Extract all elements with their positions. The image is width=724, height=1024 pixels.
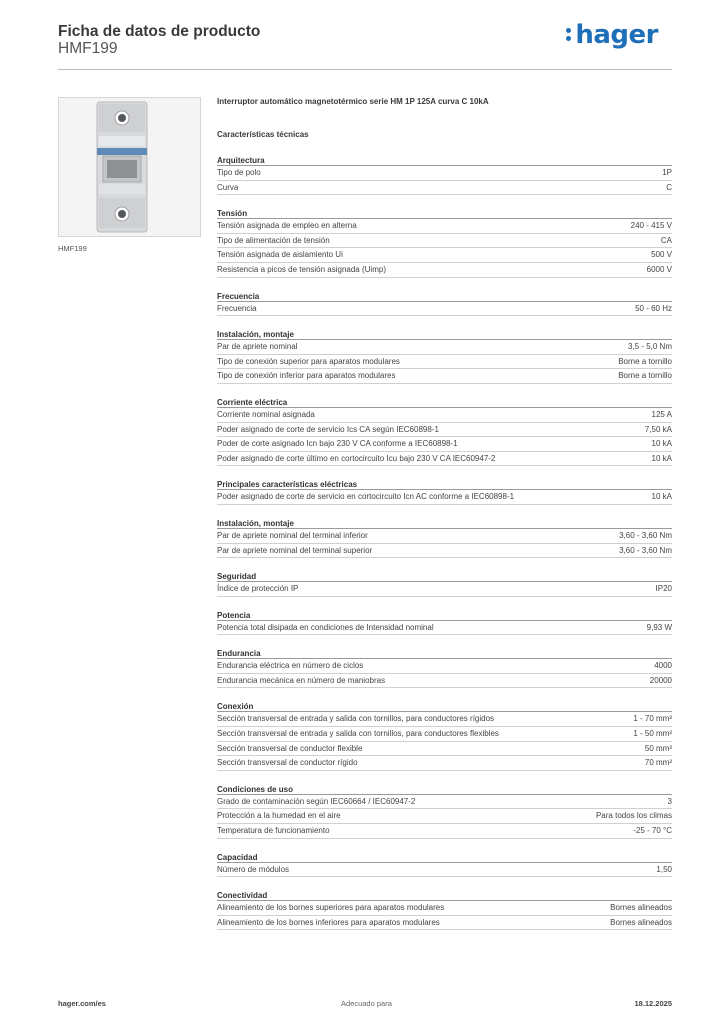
- section-title: Tensión: [217, 208, 672, 219]
- section-title: Endurancia: [217, 648, 672, 659]
- spec-label: Sección transversal de conductor rígido: [217, 758, 358, 768]
- spec-row: [217, 166, 672, 181]
- section-title: Instalación, montaje: [217, 518, 672, 529]
- spec-label: Par de apriete nominal del terminal superior: [217, 545, 373, 555]
- section-title: Arquitectura: [217, 155, 672, 166]
- spec-section: [217, 890, 672, 930]
- circuit-breaker-icon: [59, 98, 200, 236]
- spec-label: Sección transversal de conductor flexible: [217, 743, 363, 753]
- spec-row: [217, 423, 672, 438]
- spec-label: Par de apriete nominal: [217, 342, 298, 352]
- spec-row: [217, 795, 672, 810]
- spec-row: [217, 181, 672, 196]
- spec-section: [217, 610, 672, 636]
- spec-label: Tipo de polo: [217, 168, 261, 177]
- section-title: Capacidad: [217, 852, 672, 863]
- tech-characteristics-title: Características técnicas: [217, 130, 309, 139]
- spec-value: 7,50 kA: [644, 424, 672, 434]
- spec-section: [217, 852, 672, 878]
- footer-date: 18.12.2025: [634, 999, 672, 1008]
- spec-section: [217, 571, 672, 597]
- spec-label: Temperatura de funcionamiento: [217, 826, 330, 836]
- spec-row: [217, 712, 672, 727]
- spec-section: [217, 155, 672, 195]
- section-title: Conexión: [217, 701, 672, 712]
- spec-label: Alineamiento de los bornes superiores para aparatos modulares: [217, 903, 445, 913]
- spec-value: 10 kA: [651, 492, 672, 502]
- spec-value: 125 A: [651, 409, 672, 419]
- spec-row: [217, 621, 672, 636]
- section-title: Potencia: [217, 610, 672, 621]
- spec-label: Número de módulos: [217, 864, 290, 874]
- spec-label: Par de apriete nominal del terminal inferior: [217, 530, 368, 540]
- spec-section: [217, 291, 672, 317]
- spec-value: 20000: [649, 675, 672, 685]
- spec-label: Alineamiento de los bornes inferiores para aparatos modulares: [217, 917, 440, 927]
- spec-label: Poder asignado de corte último en cortocircuito Icu bajo 230 V CA IEC60947-2: [217, 453, 496, 463]
- spec-label: Poder asignado de corte de servicio en cortocircuito Icn AC conforme a IEC60898-1: [217, 492, 515, 502]
- spec-row: [217, 727, 672, 742]
- section-title: Conectividad: [217, 890, 672, 901]
- spec-section: [217, 701, 672, 770]
- spec-value: 50 - 60 Hz: [635, 303, 672, 313]
- page-header: [58, 20, 672, 70]
- spec-section: [217, 397, 672, 466]
- spec-row: [217, 340, 672, 355]
- spec-value: Borne a tornillo: [618, 371, 672, 381]
- spec-label: Poder de corte asignado Icn bajo 230 V CA conforme a IEC60898-1: [217, 439, 458, 449]
- spec-label: Tipo de conexión superior para aparatos modulares: [217, 356, 400, 366]
- spec-section: [217, 648, 672, 688]
- spec-row: [217, 674, 672, 689]
- spec-row: [217, 659, 672, 674]
- spec-label: Endurancia mecánica en número de maniobras: [217, 675, 386, 685]
- spec-label: Protección a la humedad en el aire: [217, 811, 341, 821]
- spec-row: [217, 408, 672, 423]
- section-title: Instalación, montaje: [217, 329, 672, 340]
- spec-row: [217, 544, 672, 559]
- spec-row: [217, 219, 672, 234]
- spec-row: [217, 248, 672, 263]
- spec-row: [217, 490, 672, 505]
- spec-value: 3,60 - 3,60 Nm: [619, 530, 672, 540]
- spec-value: 3: [667, 796, 672, 806]
- spec-label: Grado de contaminación según IEC60664 / IEC60947-2: [217, 796, 416, 806]
- spec-label: Tensión asignada de empleo en alterna: [217, 221, 357, 231]
- spec-row: [217, 742, 672, 757]
- spec-value: 1 - 50 mm²: [633, 729, 672, 739]
- spec-label: Tipo de conexión inferior para aparatos modulares: [217, 371, 396, 381]
- spec-value: 70 mm²: [644, 758, 672, 768]
- spec-value: C: [666, 182, 672, 192]
- spec-label: Corriente nominal asignada: [217, 409, 315, 419]
- spec-row: [217, 901, 672, 916]
- spec-section: [217, 784, 672, 839]
- spec-value: -25 - 70 °C: [633, 826, 672, 836]
- section-title: Corriente eléctrica: [217, 397, 672, 408]
- spec-value: 500 V: [651, 250, 672, 260]
- section-title: Condiciones de uso: [217, 784, 672, 795]
- spec-label: Índice de protección IP: [217, 584, 299, 594]
- spec-label: Resistencia a picos de tensión asignada (Uimp): [217, 264, 386, 274]
- spec-value: 1 - 70 mm²: [633, 714, 672, 724]
- spec-label: Frecuencia: [217, 303, 257, 313]
- spec-row: [217, 437, 672, 452]
- product-image: [58, 97, 201, 237]
- spec-row: [217, 582, 672, 597]
- hager-logo: [566, 20, 658, 50]
- spec-value: Borne a tornillo: [618, 356, 672, 366]
- spec-section: [217, 518, 672, 558]
- spec-value: 6000 V: [646, 264, 672, 274]
- product-code: HMF199: [58, 40, 118, 57]
- spec-value: 9,93 W: [646, 622, 672, 632]
- spec-section: [217, 329, 672, 384]
- spec-value: 10 kA: [651, 439, 672, 449]
- spec-label: Poder asignado de corte de servicio Ics CA según IEC60898-1: [217, 424, 439, 434]
- spec-row: [217, 234, 672, 249]
- spec-value: 10 kA: [651, 453, 672, 463]
- section-title: Frecuencia: [217, 291, 672, 302]
- spec-row: [217, 916, 672, 931]
- spec-value: 3,5 - 5,0 Nm: [627, 342, 672, 352]
- spec-value: IP20: [655, 584, 672, 594]
- image-caption: HMF199: [58, 244, 87, 253]
- spec-value: 240 - 415 V: [630, 221, 672, 231]
- spec-row: [217, 369, 672, 384]
- footer-website[interactable]: hager.com/es: [58, 999, 106, 1008]
- spec-section: [217, 208, 672, 277]
- section-title: Seguridad: [217, 571, 672, 582]
- spec-value: CA: [660, 235, 672, 245]
- spec-section: [217, 479, 672, 505]
- footer-suitable-for: Adecuado para: [341, 999, 392, 1008]
- logo-text: hager: [575, 20, 658, 50]
- spec-label: Endurancia eléctrica en número de ciclos: [217, 661, 364, 671]
- spec-label: Sección transversal de entrada y salida con tornillos, para conductores flexibles: [217, 729, 499, 739]
- spec-value: 1,50: [656, 864, 672, 874]
- spec-label: Sección transversal de entrada y salida con tornillos, para conductores rígidos: [217, 714, 495, 724]
- document-title: Ficha de datos de producto: [58, 23, 261, 40]
- product-description: Interruptor automático magnetotérmico serie HM 1P 125A curva C 10kA: [217, 97, 489, 106]
- header-divider: [58, 69, 672, 70]
- product-details: [217, 97, 672, 930]
- spec-row: [217, 809, 672, 824]
- spec-sections: [217, 155, 672, 930]
- spec-value: 1P: [662, 168, 672, 177]
- spec-row: [217, 863, 672, 878]
- spec-value: Bornes alineados: [610, 903, 672, 913]
- spec-row: [217, 529, 672, 544]
- spec-value: Para todos los climas: [595, 811, 672, 821]
- spec-row: [217, 824, 672, 839]
- spec-label: Curva: [217, 182, 239, 192]
- spec-row: [217, 302, 672, 317]
- spec-value: 50 mm²: [644, 743, 672, 753]
- spec-value: 4000: [654, 661, 672, 671]
- spec-label: Potencia total disipada en condiciones de Intensidad nominal: [217, 622, 434, 632]
- logo-dots-icon: [566, 24, 572, 42]
- spec-row: [217, 263, 672, 278]
- spec-label: Tensión asignada de aislamiento Ui: [217, 250, 343, 260]
- spec-label: Tipo de alimentación de tensión: [217, 235, 330, 245]
- spec-value: Bornes alineados: [610, 917, 672, 927]
- spec-row: [217, 452, 672, 467]
- spec-row: [217, 355, 672, 370]
- section-title: Principales características eléctricas: [217, 479, 672, 490]
- spec-row: [217, 756, 672, 771]
- spec-value: 3,60 - 3,60 Nm: [619, 545, 672, 555]
